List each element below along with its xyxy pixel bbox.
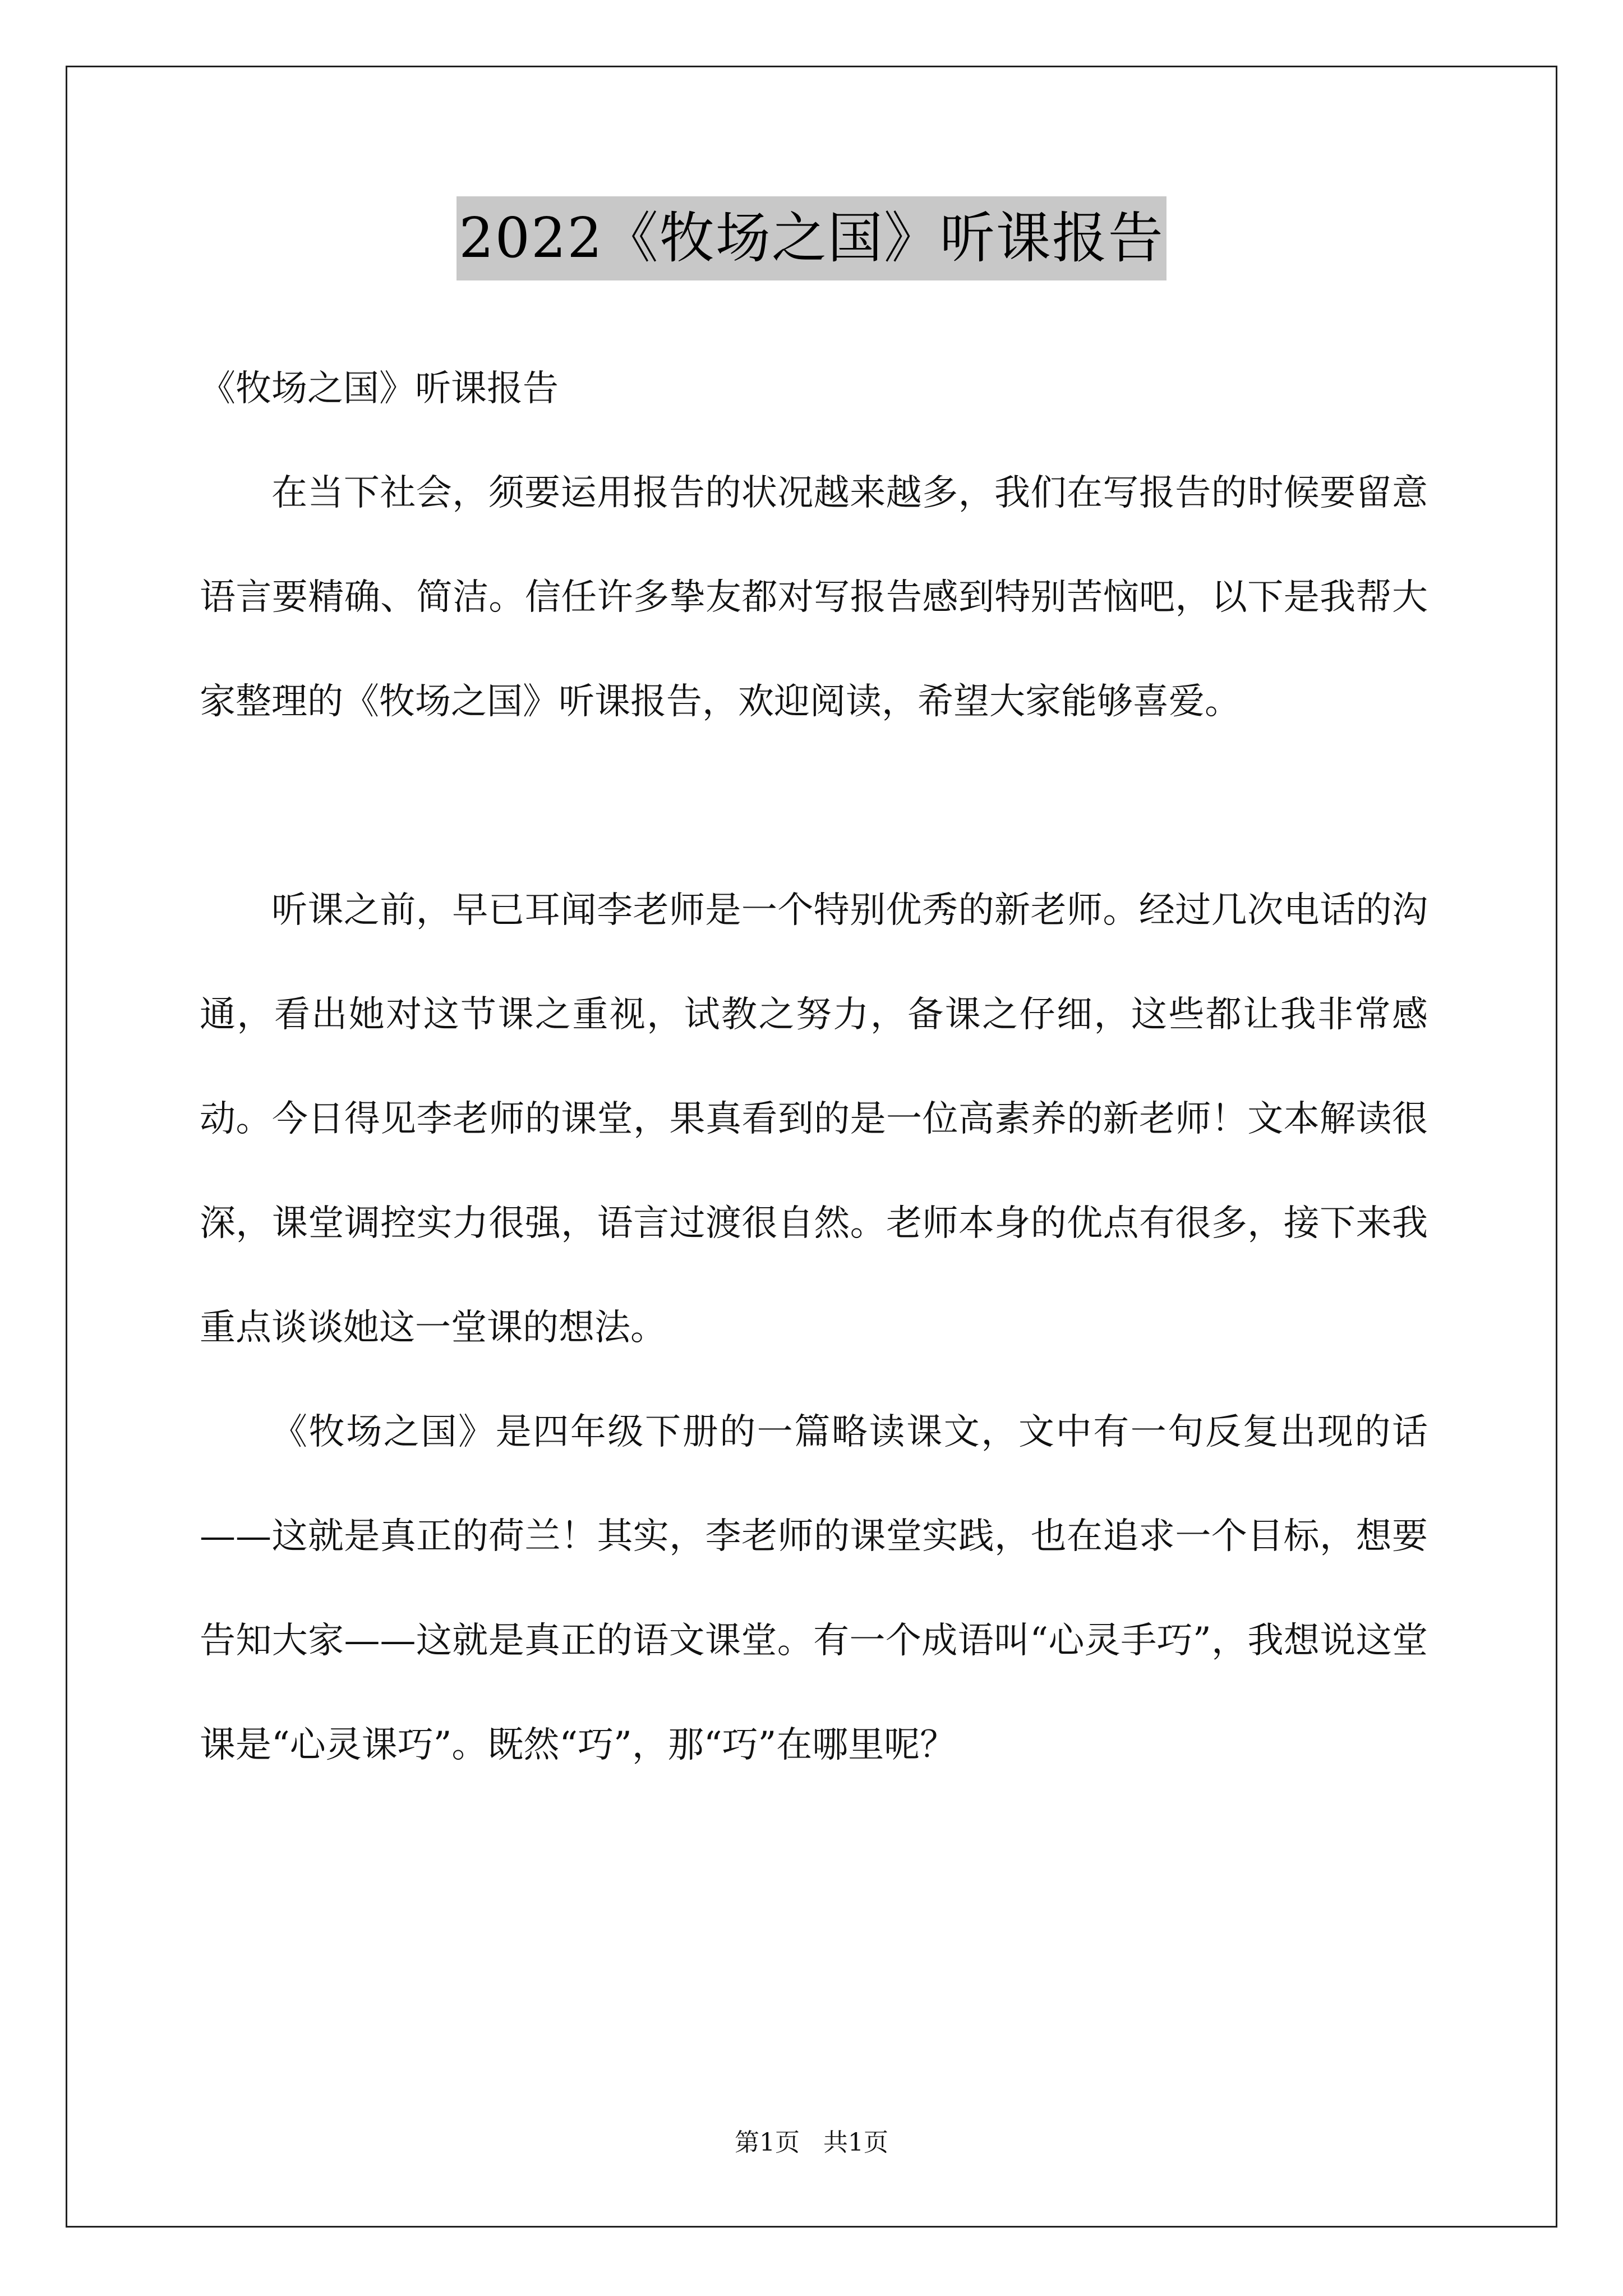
- title-container: [0, 196, 1623, 280]
- page-number: 第1页: [735, 2128, 800, 2157]
- paragraph-lesson: 《牧场之国》是四年级下册的一篇略读课文，文中有一句反复出现的话——这就是真正的荷兰！其实，李老师的课堂实践，也在追求一个目标，想要告知大家——这就是真正的语文课堂。有一个成语叫“心灵手巧”，我想说这堂课是“心灵课巧”。既然“巧”，那“巧”在哪里呢？: [200, 1411, 1428, 1766]
- document-title: 2022《牧场之国》听课报告: [457, 196, 1166, 280]
- page-footer: [0, 2126, 1623, 2160]
- paragraph-intro: 在当下社会，须要运用报告的状况越来越多，我们在写报告的时候要留意语言要精确、简洁。信任许多挚友都对写报告感到特别苦恼吧，以下是我帮大家整理的《牧场之国》听课报告，欢迎阅读，希望大家能够喜爱。: [200, 472, 1428, 723]
- document-subtitle: 《牧场之国》听课报告: [200, 368, 559, 409]
- blank-line: [200, 754, 1428, 858]
- paragraph-listening: 听课之前，早已耳闻李老师是一个特别优秀的新老师。经过几次电话的沟通，看出她对这节课之重视，试教之努力，备课之仔细，这些都让我非常感动。今日得见李老师的课堂，果真看到的是一位高素养的新老师！文本解读很深，课堂调控实力很强，语言过渡很自然。老师本身的优点有很多，接下来我重点谈谈她这一堂课的想法。: [200, 890, 1428, 1349]
- document-body: [200, 337, 1428, 1797]
- page-total: 共1页: [823, 2128, 888, 2157]
